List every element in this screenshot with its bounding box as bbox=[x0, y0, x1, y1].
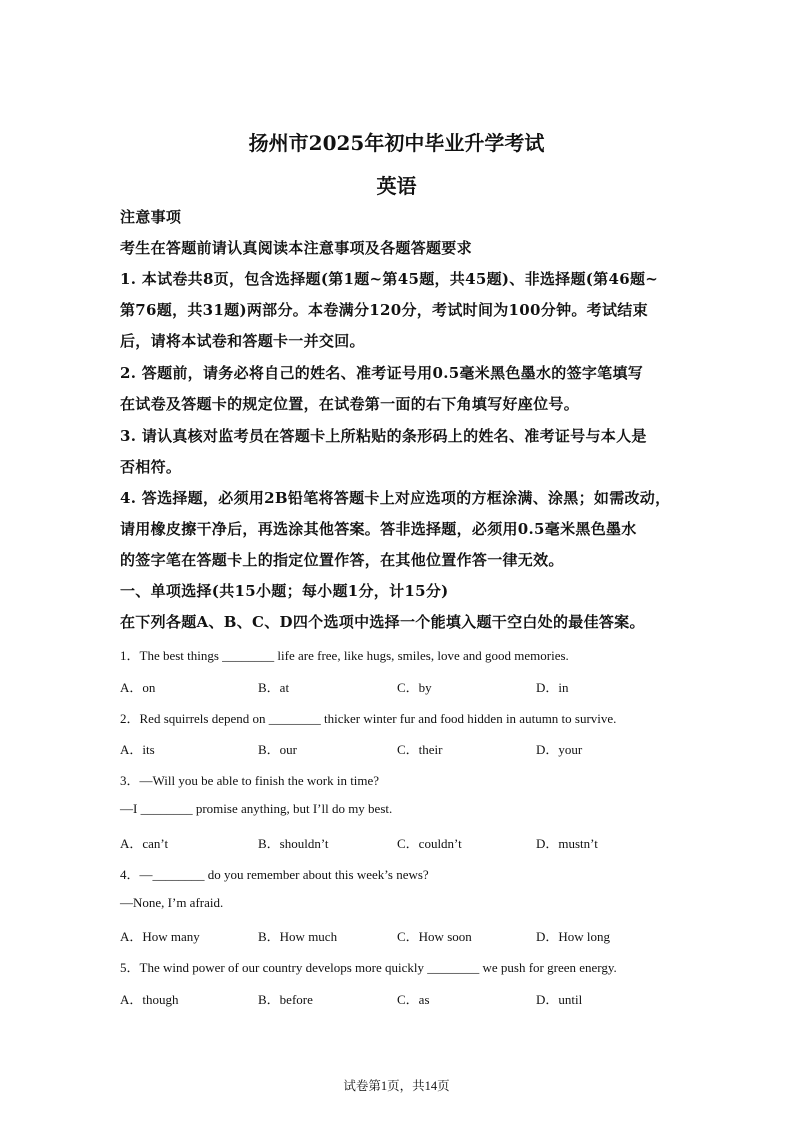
option-a: A．its bbox=[120, 742, 155, 757]
option-c: C．How soon bbox=[397, 929, 472, 944]
subject-title: 英语 bbox=[376, 174, 417, 198]
question-stem: 4．—________ do you remember about this week’s news? bbox=[120, 867, 429, 882]
notice-line: 在试卷及答题卡的规定位置，在试卷第一面的右下角填写好座位号。 bbox=[120, 395, 580, 413]
option-d: D．your bbox=[536, 742, 583, 757]
notice-line: 否相符。 bbox=[120, 458, 182, 476]
notice-line: 4. 答选择题，必须用2B铅笔将答题卡上对应选项的方框涂满、涂黑；如需改动， bbox=[120, 489, 671, 507]
option-b: B．at bbox=[258, 680, 290, 695]
option-b: B．shouldn’t bbox=[258, 836, 329, 851]
option-c: C．by bbox=[397, 680, 432, 695]
notice-line: 3. 请认真核对监考员在答题卡上所粘贴的条形码上的姓名、准考证号与本人是 bbox=[120, 427, 647, 445]
question-stem: —I ________ promise anything, but I’ll do my best. bbox=[120, 801, 393, 816]
option-a: A．can’t bbox=[120, 836, 169, 851]
section-instruction: 在下列各题A、B、C、D四个选项中选择一个能填入题干空白处的最佳答案。 bbox=[120, 613, 645, 631]
notice-heading: 注意事项 bbox=[120, 208, 182, 226]
notice-intro: 考生在答题前请认真阅读本注意事项及各题答题要求 bbox=[120, 239, 472, 257]
option-d: D．How long bbox=[536, 929, 611, 944]
exam-title: 扬州市2025年初中毕业升学考试 bbox=[248, 131, 545, 155]
option-d: D．until bbox=[536, 992, 583, 1007]
option-b: B．our bbox=[258, 742, 298, 757]
notice-line: 后，请将本试卷和答题卡一并交回。 bbox=[120, 332, 365, 350]
question-stem: —None, I’m afraid. bbox=[120, 895, 224, 910]
notice-line: 的签字笔在答题卡上的指定位置作答，在其他位置作答一律无效。 bbox=[120, 551, 564, 569]
question-stem: 1．The best things ________ life are free, like hugs, smiles, love and good memories. bbox=[120, 648, 569, 663]
option-c: C．couldn’t bbox=[397, 836, 462, 851]
notice-line: 2. 答题前，请务必将自己的姓名、准考证号用0.5毫米黑色墨水的签字笔填写 bbox=[120, 364, 644, 382]
notice-line: 1. 本试卷共8页，包含选择题(第1题~第45题，共45题)、非选择题(第46题~ bbox=[120, 270, 659, 288]
option-a: A．though bbox=[120, 992, 179, 1007]
question-stem: 5．The wind power of our country develops more quickly ________ we push for green energy. bbox=[120, 960, 617, 975]
option-a: A．How many bbox=[120, 929, 200, 944]
option-b: B．before bbox=[258, 992, 313, 1007]
notice-line: 第76题，共31题)两部分。本卷满分120分，考试时间为100分钟。考试结束 bbox=[120, 301, 648, 319]
section-heading: 一、单项选择(共15小题；每小题1分，计15分) bbox=[120, 582, 449, 600]
notice-line: 请用橡皮擦干净后，再选涂其他答案。答非选择题，必须用0.5毫米黑色墨水 bbox=[120, 520, 637, 538]
page-number-footer: 试卷第1页，共14页 bbox=[343, 1079, 450, 1093]
option-d: D．in bbox=[536, 680, 569, 695]
option-d: D．mustn’t bbox=[536, 836, 598, 851]
question-stem: 2．Red squirrels depend on ________ thicker winter fur and food hidden in autumn to survive. bbox=[120, 711, 617, 726]
option-b: B．How much bbox=[258, 929, 338, 944]
option-a: A．on bbox=[120, 680, 156, 695]
option-c: C．their bbox=[397, 742, 443, 757]
question-stem: 3．—Will you be able to finish the work in time? bbox=[120, 773, 380, 788]
option-c: C．as bbox=[397, 992, 430, 1007]
